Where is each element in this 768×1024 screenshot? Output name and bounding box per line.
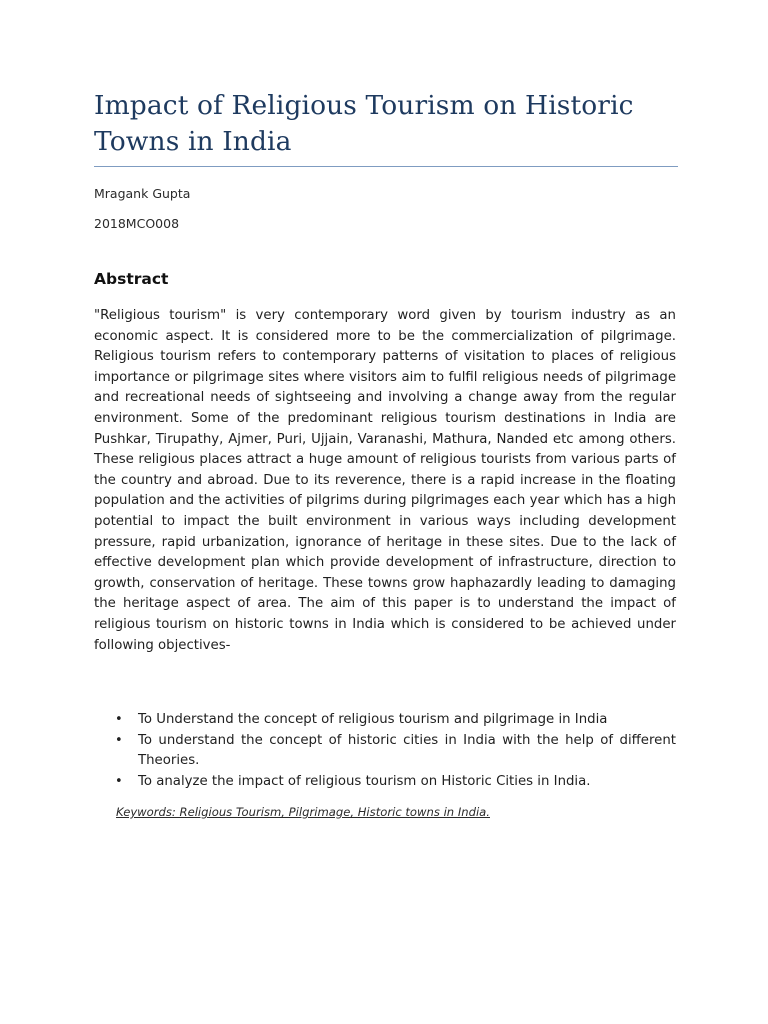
keywords-line: Keywords: Religious Tourism, Pilgrimage, Historic towns in India. xyxy=(116,805,490,819)
abstract-paragraph: "Religious tourism" is very contemporary word given by tourism industry as an economic aspect. It is considered more to be the commercialization of pilgrimage. Religious tourism refers to contemporary patterns of visitation to places of religious importance or pilgrimage sites where visitors aim to fulfil religious needs of pilgrimage and recreational needs of sightseeing and involving a change away from the regular environment. Some of the predominant religious tourism destinations in India are Pushkar, Tirupathy, Ajmer, Puri, Ujjain, Varanashi, Mathura, Nanded etc among others. These religious places attract a huge amount of religious tourists from various parts of the country and abroad. Due to its reverence, there is a rapid increase in the floating population and the activities of pilgrims during pilgrimages each year which has a high potential to impact the built environment in various ways including development pressure, rapid urbanization, ignorance of heritage in these sites. Due to the lack of effective development plan which provide development of infrastructure, direction to growth, conservation of heritage. These towns grow haphazardly leading to damaging the heritage aspect of area. The aim of this paper is to understand the impact of religious tourism on historic towns in India which is considered to be achieved under following objectives- xyxy=(94,308,676,653)
bullet-icon: • xyxy=(115,773,123,789)
objective-text: To understand the concept of historic cities in India with the help of different Theories. xyxy=(138,732,676,769)
objectives-list xyxy=(94,710,676,792)
list-item xyxy=(94,772,676,793)
title-divider xyxy=(94,166,678,167)
bullet-icon: • xyxy=(115,732,123,748)
bullet-icon: • xyxy=(115,712,123,727)
document-title: Impact of Religious Tourism on Historic Towns in India xyxy=(94,90,634,157)
abstract-heading: Abstract xyxy=(94,270,169,288)
author-name: Mragank Gupta xyxy=(94,186,191,201)
list-item xyxy=(94,731,676,772)
objective-text: To analyze the impact of religious tourism on Historic Cities in India. xyxy=(138,773,591,789)
objective-text: To Understand the concept of religious tourism and pilgrimage in India xyxy=(138,712,608,727)
roll-number: 2018MCO008 xyxy=(94,216,180,231)
list-item xyxy=(94,710,676,731)
